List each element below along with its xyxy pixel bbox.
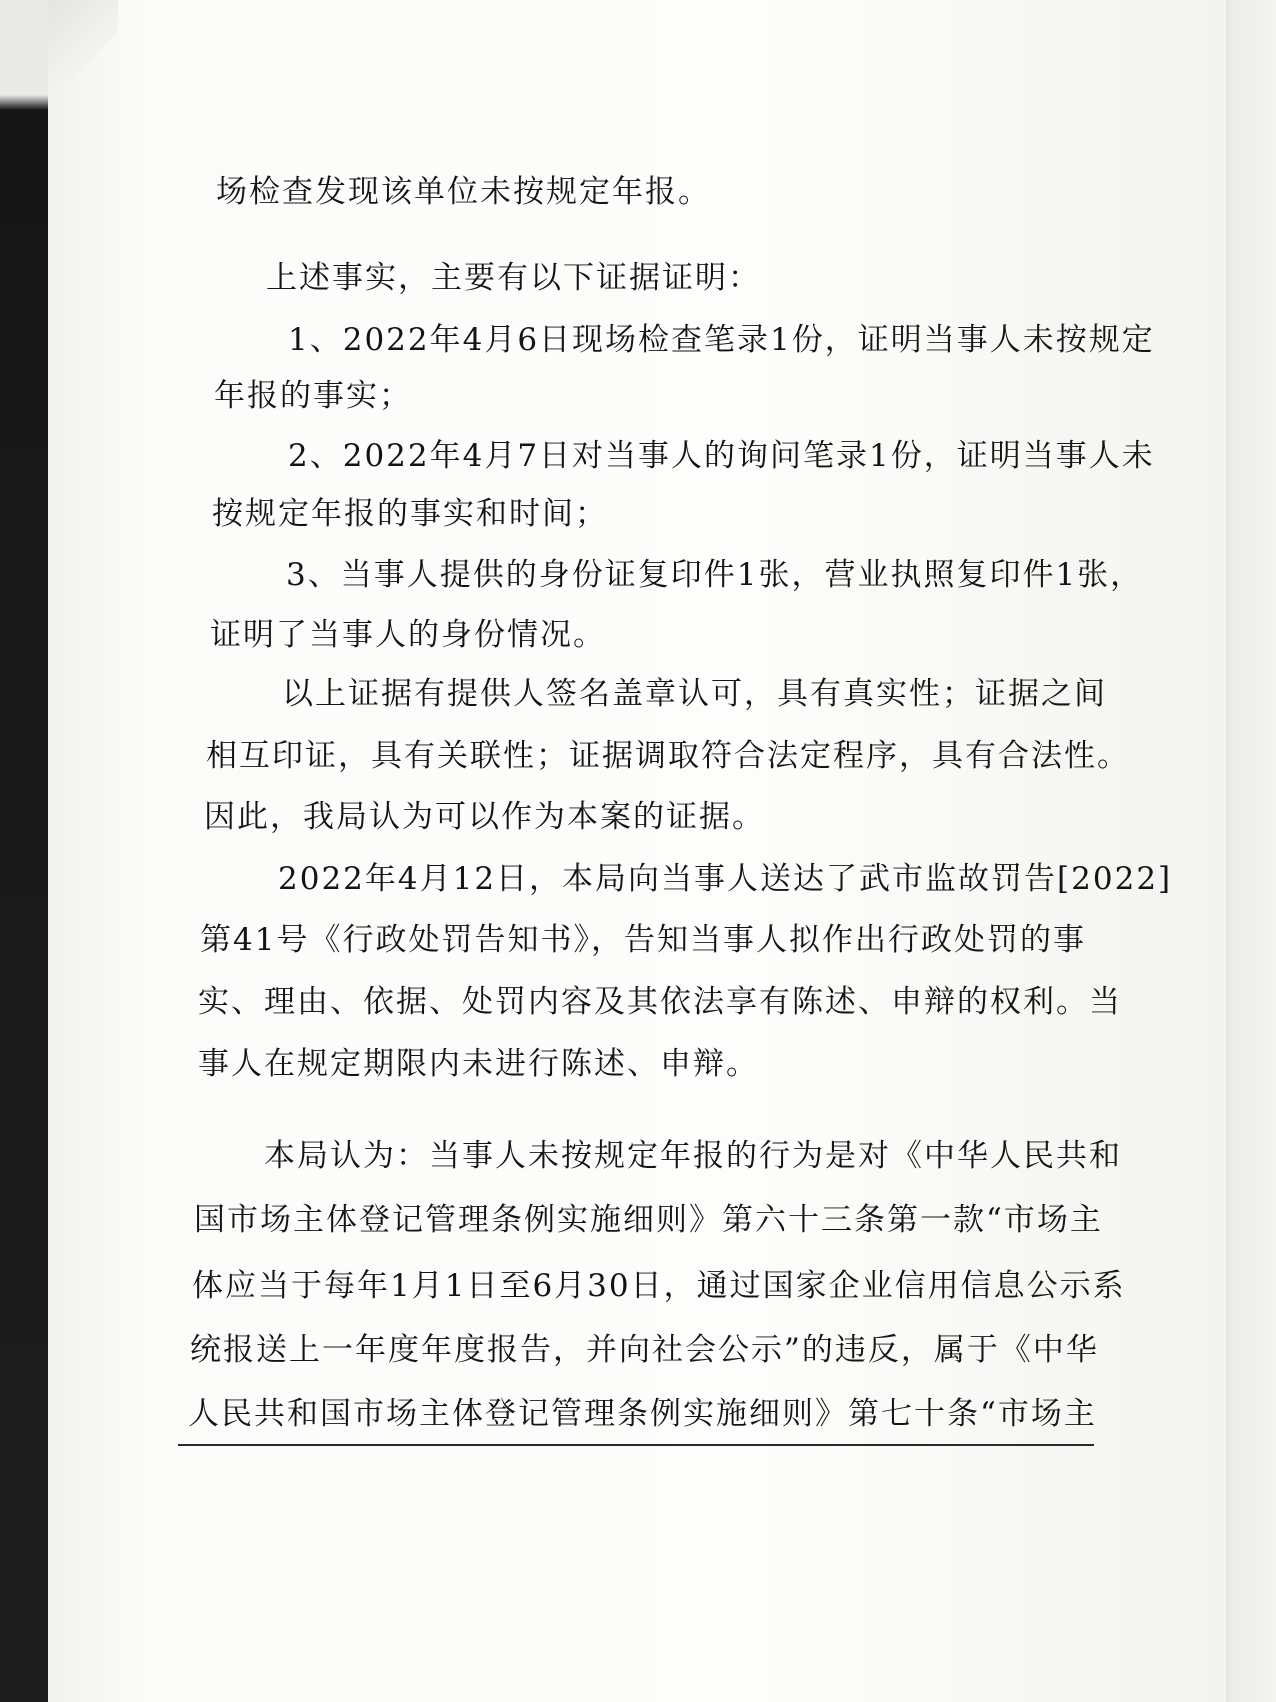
text-line: 实、理由、依据、处罚内容及其依法享有陈述、申辩的权利。当: [198, 984, 1122, 1020]
text-line: 第41号《行政处罚告知书》，告知当事人拟作出行政处罚的事: [200, 922, 1086, 958]
text-line: 以上证据有提供人签名盖章认可，具有真实性；证据之间: [282, 676, 1107, 712]
text-line: 3、当事人提供的身份证复印件1张，营业执照复印件1张，: [286, 557, 1144, 593]
text-line: 按规定年报的事实和时间；: [212, 496, 608, 532]
text-line: 2、2022年4月7日对当事人的询问笔录1份，证明当事人未: [288, 438, 1155, 474]
text-line: 本局认为：当事人未按规定年报的行为是对《中华人民共和: [264, 1138, 1122, 1174]
text-line: 相互印证，具有关联性；证据调取符合法定程序，具有合法性。: [206, 738, 1130, 774]
footer-rule: [178, 1444, 1094, 1446]
text-line: 年报的事实；: [214, 378, 412, 414]
text-line: 场检查发现该单位未按规定年报。: [216, 174, 711, 210]
text-line: 统报送上一年度年度报告，并向社会公示”的违反，属于《中华: [190, 1332, 1099, 1368]
text-line: 2022年4月12日，本局向当事人送达了武市监故罚告[2022]: [278, 861, 1173, 897]
text-line: 国市场主体登记管理条例实施细则》第六十三条第一款“市场主: [194, 1202, 1103, 1238]
text-line: 体应当于每年1月1日至6月30日，通过国家企业信用信息公示系: [192, 1268, 1126, 1304]
text-line: 事人在规定期限内未进行陈述、申辩。: [198, 1046, 759, 1082]
text-line: 人民共和国市场主体登记管理条例实施细则》第七十条“市场主: [188, 1396, 1097, 1432]
text-line: 因此，我局认为可以作为本案的证据。: [204, 799, 765, 835]
text-line: 证明了当事人的身份情况。: [210, 617, 606, 653]
text-line: 上述事实，主要有以下证据证明：: [266, 260, 761, 296]
text-line: 1、2022年4月6日现场检查笔录1份，证明当事人未按规定: [288, 322, 1155, 358]
